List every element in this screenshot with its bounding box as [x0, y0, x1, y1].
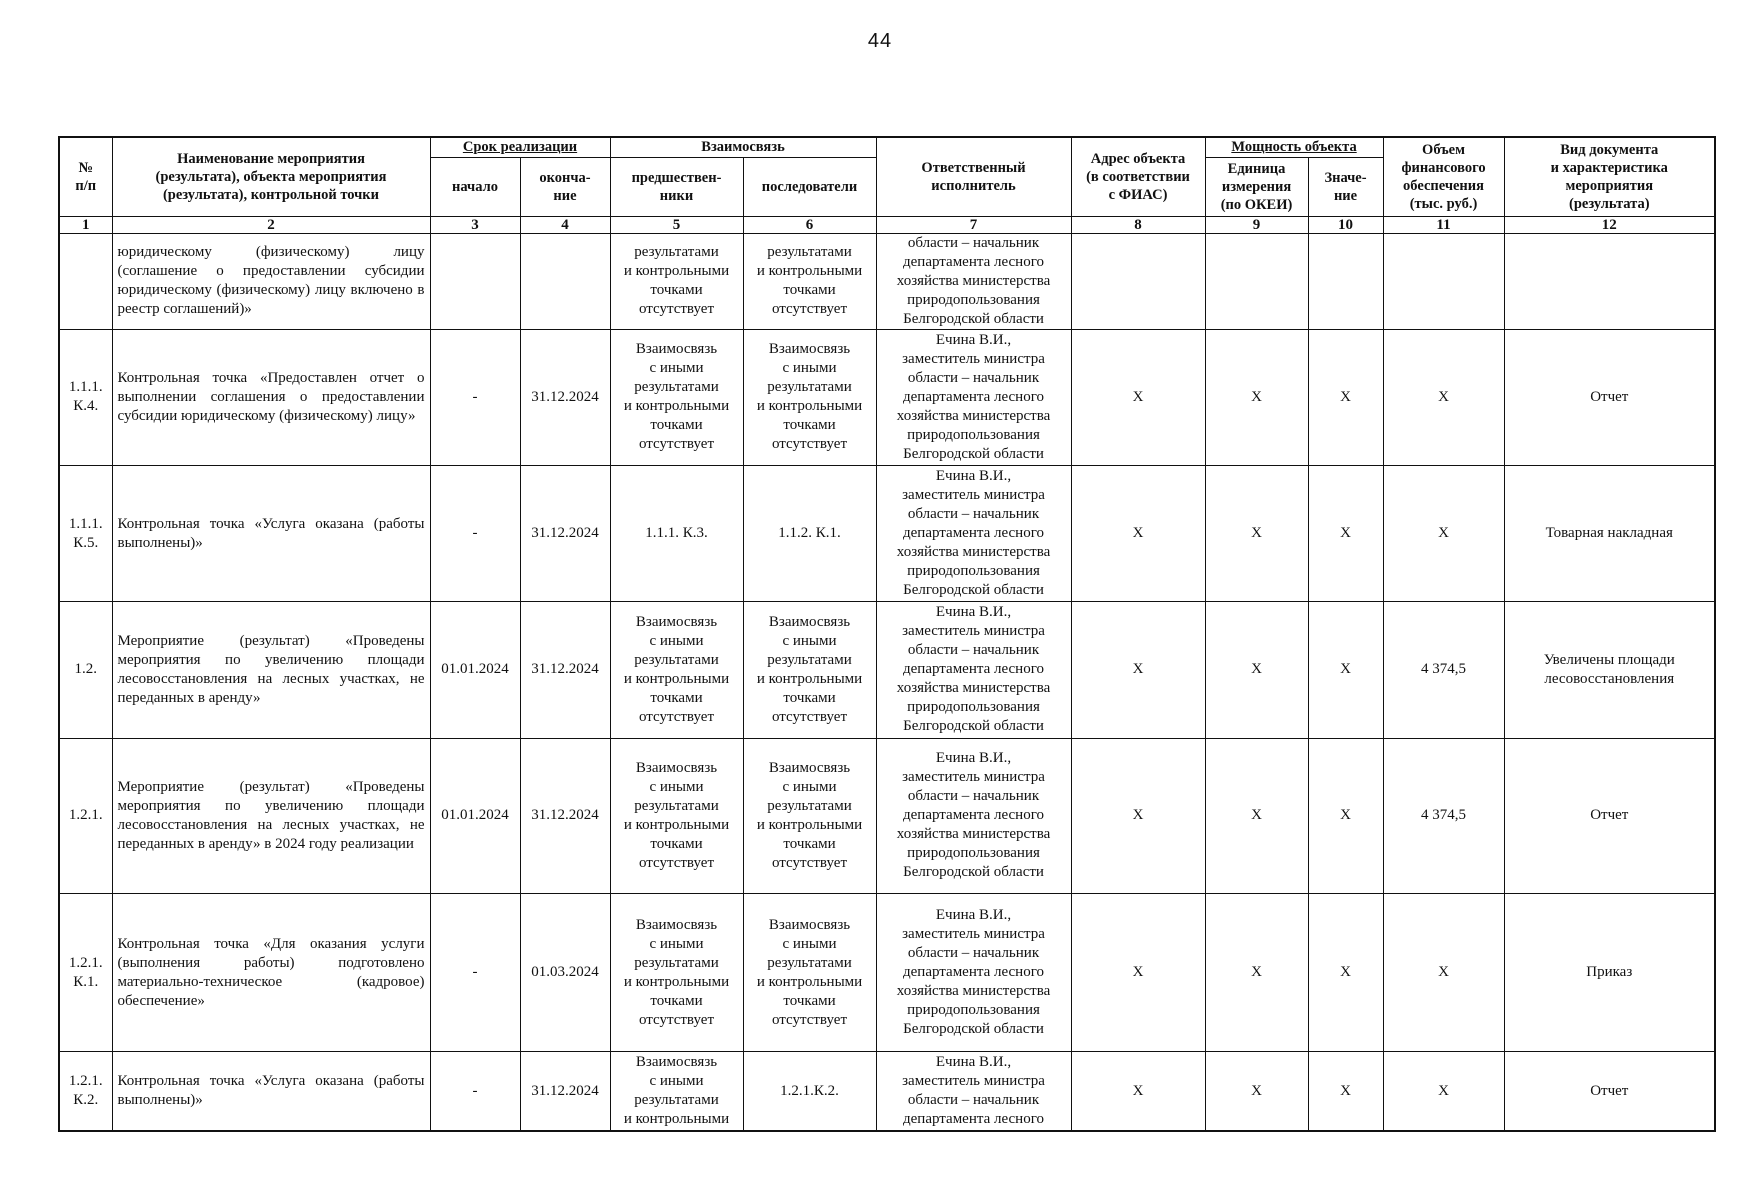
row-document — [1504, 893, 1715, 1051]
row-name — [112, 233, 430, 329]
table-row — [59, 893, 1715, 1051]
row-value-text: Х — [1340, 807, 1351, 824]
row-value-text: Х — [1340, 964, 1351, 981]
row-executor — [876, 466, 1071, 602]
row-predecessors — [610, 602, 743, 738]
row-unit-text: Х — [1251, 964, 1262, 981]
column-number: 1 — [59, 216, 112, 233]
table-body — [59, 233, 1715, 1131]
row-name — [112, 738, 430, 893]
row-unit — [1205, 602, 1308, 738]
row-successors — [743, 233, 876, 329]
row-end-date — [520, 233, 610, 329]
row-finance-text: Х — [1438, 525, 1449, 542]
row-executor — [876, 329, 1071, 465]
column-numbers-row — [59, 216, 1715, 233]
row-start-date-text: 01.01.2024 — [441, 661, 509, 678]
row-successors — [743, 893, 876, 1051]
row-executor — [876, 602, 1071, 738]
row-successors — [743, 738, 876, 893]
row-document-text: Отчет — [1590, 807, 1629, 824]
column-number: 5 — [610, 216, 743, 233]
row-successors-text: результатами и контрольными точками отсутствует — [756, 244, 863, 318]
row-unit — [1205, 233, 1308, 329]
row-start-date — [430, 602, 520, 738]
row-unit — [1205, 329, 1308, 465]
row-successors — [743, 602, 876, 738]
row-value — [1308, 602, 1383, 738]
row-value-text: Х — [1340, 388, 1351, 405]
column-number: 2 — [112, 216, 430, 233]
row-name-text: Контрольная точка «Предоставлен отчет о выполнении соглашения о предоставлении субсидии юридическому (физическому) лицу» — [117, 369, 425, 424]
row-unit — [1205, 1052, 1308, 1131]
row-unit-text: Х — [1251, 807, 1262, 824]
row-value-text: Х — [1340, 1082, 1351, 1099]
row-document — [1504, 233, 1715, 329]
row-successors-text: Взаимосвязь с иными результатами и контрольными точками отсутствует — [756, 341, 863, 453]
plan-table — [58, 136, 1716, 1132]
row-document — [1504, 602, 1715, 738]
row-number — [59, 1052, 112, 1131]
row-number-text: 1.1.1. К.4. — [68, 379, 103, 415]
row-successors — [743, 1052, 876, 1131]
row-name — [112, 602, 430, 738]
column-number: 7 — [876, 216, 1071, 233]
row-start-date — [430, 233, 520, 329]
row-finance — [1383, 602, 1504, 738]
row-executor-text: Ечина В.И., заместитель министра области – начальник департамента лесного хозяйства министерства природопользования Белгородской области — [896, 604, 1051, 735]
header-relation: Взаимосвязь — [610, 137, 876, 157]
row-number-text: 1.2.1. К.1. — [68, 954, 103, 990]
row-successors-text: 1.1.2. К.1. — [778, 525, 841, 542]
row-value — [1308, 329, 1383, 465]
table-row — [59, 329, 1715, 465]
header-value: Значе- ние — [1308, 157, 1383, 216]
row-start-date-text: - — [472, 525, 478, 542]
row-number — [59, 329, 112, 465]
row-address-text: Х — [1132, 388, 1144, 405]
row-predecessors-text: Взаимосвязь с иными результатами и контрольными — [623, 1054, 730, 1128]
header-name: Наименование мероприятия (результата), объекта мероприятия (результата), контрольной точки — [112, 137, 430, 216]
row-end-date-text: 31.12.2024 — [531, 807, 599, 824]
row-address-text: Х — [1132, 807, 1144, 824]
row-name — [112, 893, 430, 1051]
header-start: начало — [430, 157, 520, 216]
header-end: оконча- ние — [520, 157, 610, 216]
row-value-text: Х — [1340, 661, 1351, 678]
row-number — [59, 738, 112, 893]
header-unit: Единица измерения (по ОКЕИ) — [1205, 157, 1308, 216]
row-address-text: Х — [1132, 525, 1144, 542]
row-successors — [743, 329, 876, 465]
row-name-text: Контрольная точка «Для оказания услуги (выполнения работы) подготовлено материально-техническое (кадровое) обеспечение» — [117, 935, 425, 1009]
row-predecessors — [610, 466, 743, 602]
row-value — [1308, 893, 1383, 1051]
row-predecessors — [610, 233, 743, 329]
row-unit — [1205, 738, 1308, 893]
row-address — [1071, 602, 1205, 738]
row-predecessors — [610, 1052, 743, 1131]
row-number-text: 1.1.1. К.5. — [68, 515, 103, 551]
row-executor — [876, 233, 1071, 329]
row-end-date — [520, 893, 610, 1051]
column-number: 10 — [1308, 216, 1383, 233]
row-name-text: юридическому (физическому) лицу (соглашение о предоставлении субсидии юридическому (физическому) лицу включено в реестр соглашений)» — [117, 244, 425, 318]
row-document — [1504, 329, 1715, 465]
row-number — [59, 893, 112, 1051]
row-finance-text: 4 374,5 — [1421, 807, 1467, 824]
row-document-text: Приказ — [1586, 964, 1633, 981]
column-number: 3 — [430, 216, 520, 233]
row-number-text: 1.2.1. — [68, 807, 103, 824]
row-unit-text: Х — [1251, 1082, 1262, 1099]
header-capacity: Мощность объекта — [1205, 137, 1383, 157]
row-executor-text: Ечина В.И., заместитель министра области – начальник департамента лесного хозяйства министерства природопользования Белгородской области — [896, 468, 1051, 599]
row-number-text: 1.2. — [74, 661, 97, 678]
row-name-text: Контрольная точка «Услуга оказана (работы выполнены)» — [117, 1073, 425, 1109]
table-row — [59, 233, 1715, 329]
row-end-date-text: 31.12.2024 — [531, 1082, 599, 1099]
row-value — [1308, 1052, 1383, 1131]
row-number — [59, 466, 112, 602]
row-end-date — [520, 1052, 610, 1131]
row-successors — [743, 466, 876, 602]
row-end-date-text: 01.03.2024 — [531, 964, 599, 981]
row-document-text: Отчет — [1590, 388, 1629, 405]
row-document — [1504, 738, 1715, 893]
row-predecessors-text: Взаимосвязь с иными результатами и контрольными точками отсутствует — [623, 613, 730, 725]
row-end-date — [520, 466, 610, 602]
row-successors-text: Взаимосвязь с иными результатами и контрольными точками отсутствует — [756, 759, 863, 871]
row-predecessors-text: Взаимосвязь с иными результатами и контрольными точками отсутствует — [623, 916, 730, 1028]
row-value-text: Х — [1340, 525, 1351, 542]
row-name — [112, 1052, 430, 1131]
row-successors-text: Взаимосвязь с иными результатами и контрольными точками отсутствует — [756, 916, 863, 1028]
row-address — [1071, 893, 1205, 1051]
row-address — [1071, 738, 1205, 893]
header-num: № п/п — [59, 137, 112, 216]
header-successors: последователи — [743, 157, 876, 216]
row-finance — [1383, 329, 1504, 465]
table-row — [59, 738, 1715, 893]
row-successors-text: Взаимосвязь с иными результатами и контрольными точками отсутствует — [756, 613, 863, 725]
row-number — [59, 233, 112, 329]
row-finance-text: 4 374,5 — [1421, 661, 1467, 678]
row-executor — [876, 893, 1071, 1051]
table-row — [59, 1052, 1715, 1131]
page-number: 44 — [867, 30, 893, 52]
row-document — [1504, 466, 1715, 602]
row-unit-text: Х — [1251, 388, 1262, 405]
row-value — [1308, 738, 1383, 893]
row-document-text: Увеличены площади лесовосстановления — [1543, 651, 1675, 687]
row-predecessors-text: Взаимосвязь с иными результатами и контрольными точками отсутствует — [623, 341, 730, 453]
row-address-text: Х — [1132, 661, 1144, 678]
row-document-text: Отчет — [1590, 1082, 1629, 1099]
header-predecessors: предшествен- ники — [610, 157, 743, 216]
row-number-text: 1.2.1. К.2. — [68, 1073, 103, 1109]
row-start-date-text: 01.01.2024 — [441, 807, 509, 824]
row-finance-text: Х — [1438, 388, 1449, 405]
row-executor — [876, 738, 1071, 893]
header-finance: Объем финансового обеспечения (тыс. руб.) — [1383, 137, 1504, 216]
row-document-text: Товарная накладная — [1545, 525, 1673, 542]
row-finance-text: Х — [1438, 1082, 1449, 1099]
row-end-date-text: 31.12.2024 — [531, 525, 599, 542]
row-address — [1071, 329, 1205, 465]
row-address — [1071, 466, 1205, 602]
column-number: 9 — [1205, 216, 1308, 233]
row-finance — [1383, 1052, 1504, 1131]
row-start-date — [430, 893, 520, 1051]
row-value — [1308, 466, 1383, 602]
row-start-date — [430, 738, 520, 893]
column-number: 6 — [743, 216, 876, 233]
row-start-date-text: - — [472, 964, 478, 981]
row-start-date — [430, 466, 520, 602]
row-unit-text: Х — [1251, 525, 1262, 542]
row-address — [1071, 233, 1205, 329]
row-successors-text: 1.2.1.К.2. — [780, 1082, 839, 1099]
row-address-text: Х — [1132, 964, 1144, 981]
row-executor — [876, 1052, 1071, 1131]
row-name-text: Контрольная точка «Услуга оказана (работы выполнены)» — [117, 515, 425, 551]
row-predecessors-text: 1.1.1. К.3. — [645, 525, 708, 542]
row-unit — [1205, 466, 1308, 602]
row-predecessors-text: Взаимосвязь с иными результатами и контрольными точками отсутствует — [623, 759, 730, 871]
row-end-date-text: 31.12.2024 — [531, 661, 599, 678]
row-name-text: Мероприятие (результат) «Проведены мероприятия по увеличению площади лесовосстановления на лесных участках, не переданных в аренду» — [117, 632, 425, 706]
row-executor-text: Ечина В.И., заместитель министра области – начальник департамента лесного хозяйства министерства природопользования Белгородской области — [896, 750, 1051, 881]
header-address: Адрес объекта (в соответствии с ФИАС) — [1071, 137, 1205, 216]
column-number: 8 — [1071, 216, 1205, 233]
row-start-date — [430, 1052, 520, 1131]
table-row — [59, 602, 1715, 738]
row-executor-text: Ечина В.И., заместитель министра области – начальник департамента лесного хозяйства министерства природопользования Белгородской области — [896, 331, 1051, 462]
row-end-date — [520, 329, 610, 465]
row-predecessors-text: результатами и контрольными точками отсутствует — [623, 244, 730, 318]
row-value — [1308, 233, 1383, 329]
row-end-date-text: 31.12.2024 — [531, 388, 599, 405]
column-number: 12 — [1504, 216, 1715, 233]
row-name — [112, 466, 430, 602]
row-predecessors — [610, 329, 743, 465]
header-doc: Вид документа и характеристика мероприятия (результата) — [1504, 137, 1715, 216]
row-start-date — [430, 329, 520, 465]
column-number: 11 — [1383, 216, 1504, 233]
row-executor-text: Ечина В.И., заместитель министра области – начальник департамента лесного — [902, 1054, 1045, 1128]
row-unit — [1205, 893, 1308, 1051]
row-executor-text: Ечина В.И., заместитель министра области – начальник департамента лесного хозяйства министерства природопользования Белгородской области — [896, 907, 1051, 1038]
row-executor-text: области – начальник департамента лесного хозяйства министерства природопользования Белгородской области — [896, 234, 1051, 327]
table-row — [59, 466, 1715, 602]
row-end-date — [520, 602, 610, 738]
row-finance — [1383, 738, 1504, 893]
header-period: Срок реализации — [430, 137, 610, 157]
row-name-text: Мероприятие (результат) «Проведены мероприятия по увеличению площади лесовосстановления на лесных участках, не переданных в аренду» в 2024 году реализации — [117, 778, 425, 852]
row-predecessors — [610, 893, 743, 1051]
row-end-date — [520, 738, 610, 893]
row-start-date-text: - — [472, 1082, 478, 1099]
row-address — [1071, 1052, 1205, 1131]
row-finance — [1383, 233, 1504, 329]
row-finance — [1383, 893, 1504, 1051]
column-number: 4 — [520, 216, 610, 233]
row-number — [59, 602, 112, 738]
table-header — [59, 137, 1715, 233]
row-unit-text: Х — [1251, 661, 1262, 678]
row-address-text: Х — [1132, 1082, 1144, 1099]
row-predecessors — [610, 738, 743, 893]
row-start-date-text: - — [472, 388, 478, 405]
row-name — [112, 329, 430, 465]
row-finance — [1383, 466, 1504, 602]
row-finance-text: Х — [1438, 964, 1449, 981]
header-executor: Ответственный исполнитель — [876, 137, 1071, 216]
row-document — [1504, 1052, 1715, 1131]
